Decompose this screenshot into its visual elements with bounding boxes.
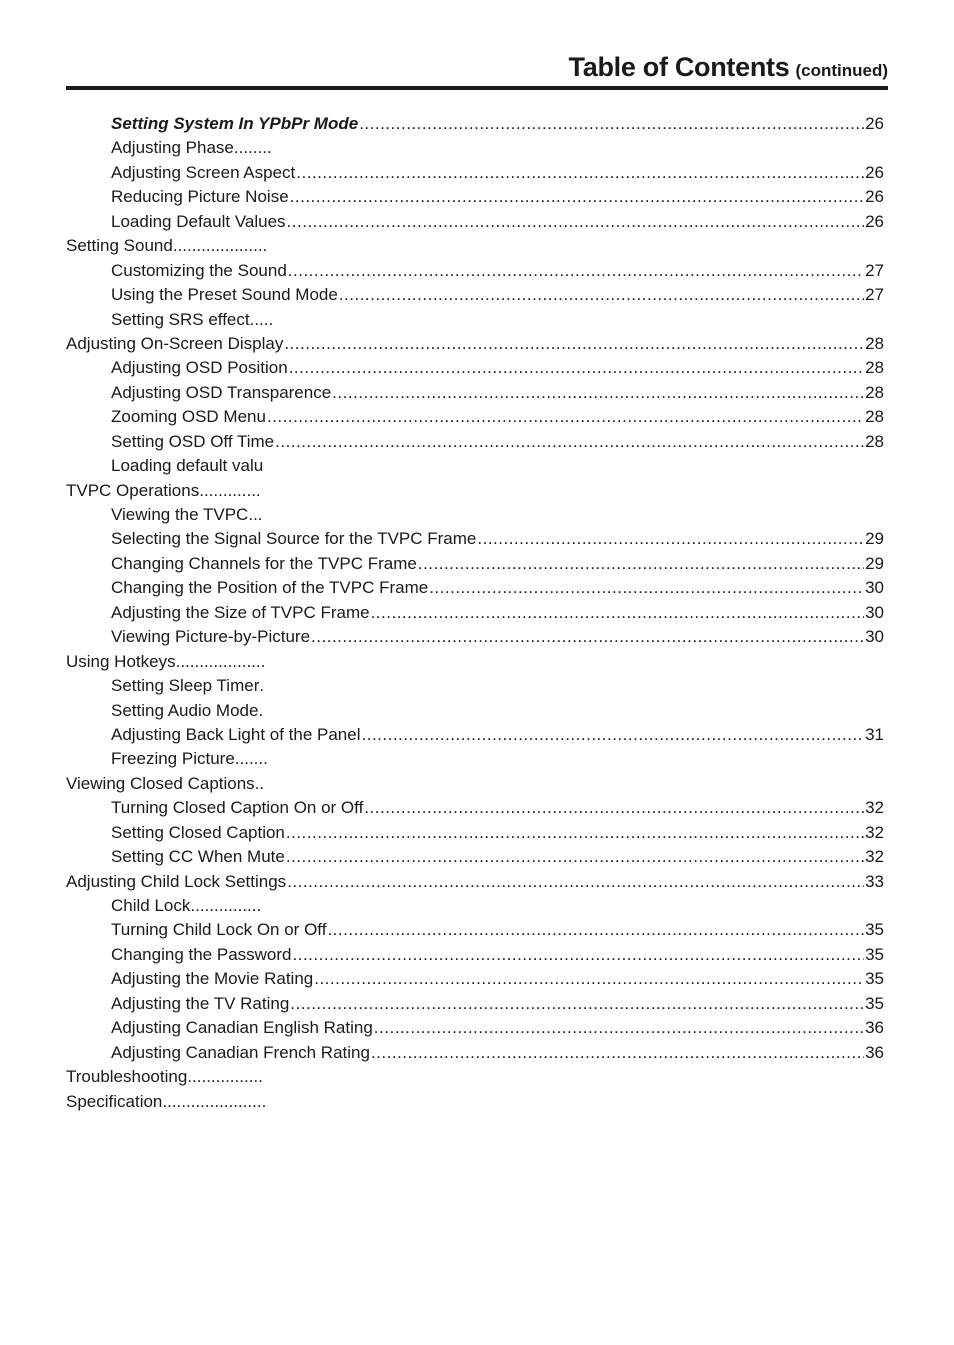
toc-entry[interactable]	[66, 552, 884, 576]
dot-leader	[293, 943, 865, 967]
dot-leader	[286, 845, 864, 869]
dot-leader	[290, 185, 864, 209]
toc-entry[interactable]	[66, 918, 884, 942]
toc-entry-label: Freezing Picture	[111, 749, 235, 769]
dot-leader	[332, 381, 864, 405]
toc-entry[interactable]	[66, 405, 884, 429]
page-subtitle: (continued)	[795, 61, 888, 80]
toc-entry-label: Adjusting Screen Aspect	[111, 162, 296, 182]
dot-leader	[267, 405, 864, 429]
toc-entry[interactable]	[66, 161, 884, 185]
toc-entry-page: 28	[865, 407, 884, 427]
dot-leader	[362, 723, 865, 747]
dot-leader	[429, 576, 864, 600]
toc-entry[interactable]	[66, 308, 884, 332]
toc-entry[interactable]	[66, 234, 884, 258]
toc-entry[interactable]	[66, 1041, 884, 1065]
toc-entry[interactable]	[66, 332, 884, 356]
toc-entry-page: 35	[865, 944, 884, 964]
toc-entry[interactable]	[66, 356, 884, 380]
toc-entry-page: 27	[865, 260, 884, 280]
toc-entry[interactable]	[66, 674, 884, 698]
dot-leader-short: ..	[254, 773, 265, 793]
toc-entry[interactable]	[66, 136, 884, 160]
toc-entry-label: Adjusting Child Lock Settings	[66, 871, 287, 891]
dot-leader-short: ....................	[172, 236, 268, 256]
toc-entry-page: 31	[865, 724, 884, 744]
toc-entry-label: Adjusting Phase	[111, 138, 234, 158]
dot-leader	[289, 356, 864, 380]
toc-entry-label: Setting Sleep Timer	[111, 676, 260, 696]
toc-entry-label: Adjusting the Size of TVPC Frame	[111, 602, 370, 622]
dot-leader	[286, 821, 864, 845]
toc-entry-label: Setting Sound	[66, 236, 173, 256]
toc-entry-label: Customizing the Sound	[111, 260, 287, 280]
dot-leader	[374, 1016, 864, 1040]
toc-entry-label: Adjusting the TV Rating	[111, 993, 290, 1013]
toc-entry[interactable]	[66, 796, 884, 820]
dot-leader	[287, 210, 865, 234]
toc-entry-label: Turning Closed Caption On or Off	[111, 798, 364, 818]
toc-entry-page: 33	[865, 871, 884, 891]
dot-leader	[314, 967, 864, 991]
dot-leader-short: ...................	[175, 651, 266, 671]
dot-leader-short: .............	[199, 480, 261, 500]
dot-leader-short: .......	[234, 749, 268, 769]
dot-leader	[371, 601, 865, 625]
toc-entry-label: Setting SRS effect	[111, 309, 250, 329]
dot-leader-short: ...	[248, 505, 263, 524]
toc-entry-page: 36	[865, 1042, 884, 1062]
toc-entry[interactable]	[66, 601, 884, 625]
toc-entry[interactable]	[66, 576, 884, 600]
toc-entry[interactable]	[66, 723, 884, 747]
toc-entry-page: 35	[865, 920, 884, 940]
toc-entry[interactable]	[66, 283, 884, 307]
toc-entry[interactable]	[66, 454, 884, 478]
toc-entry-label: Adjusting OSD Position	[111, 358, 288, 378]
toc-entry-label: Adjusting the Movie Rating	[111, 969, 314, 989]
dot-leader	[275, 430, 864, 454]
toc-entry-page: 36	[865, 1018, 884, 1038]
toc-entry-page: 27	[865, 285, 884, 305]
toc-entry-label: Selecting the Signal Source for the TVPC Frame	[111, 529, 477, 549]
toc-entry[interactable]	[66, 527, 884, 551]
toc-entry-page: 32	[865, 822, 884, 842]
toc-list	[66, 112, 884, 1114]
toc-entry-page: 30	[865, 627, 884, 647]
toc-entry-label: Changing Channels for the TVPC Frame	[111, 553, 417, 573]
toc-entry-label: Child Lock	[111, 896, 191, 915]
toc-entry-page: 28	[865, 382, 884, 402]
dot-leader-short: .	[258, 700, 264, 720]
toc-entry[interactable]	[66, 210, 884, 234]
page-header	[66, 46, 888, 88]
dot-leader	[359, 112, 864, 136]
dot-leader	[311, 625, 864, 649]
toc-entry-label: Troubleshooting	[66, 1067, 188, 1087]
toc-entry[interactable]	[66, 943, 884, 967]
dot-leader	[371, 1041, 864, 1065]
toc-entry-page: 26	[865, 114, 884, 133]
dot-leader	[339, 283, 864, 307]
toc-entry-label: Setting Closed Caption	[111, 822, 285, 842]
toc-entry-page: 35	[865, 969, 884, 989]
dot-leader	[327, 918, 864, 942]
dot-leader	[477, 527, 864, 551]
dot-leader	[287, 870, 864, 894]
toc-entry[interactable]	[66, 1065, 884, 1089]
toc-entry-label: Adjusting Canadian French Rating	[111, 1042, 370, 1062]
toc-entry[interactable]	[66, 503, 884, 527]
toc-entry[interactable]	[66, 650, 884, 674]
toc-entry-label: Reducing Picture Noise	[111, 187, 289, 207]
toc-entry-page: 32	[865, 847, 884, 867]
toc-entry-label: Using the Preset Sound Mode	[111, 285, 338, 305]
toc-entry-label: Adjusting Back Light of the Panel	[111, 724, 361, 744]
toc-entry-page: 28	[865, 431, 884, 451]
dot-leader	[284, 332, 864, 356]
dot-leader	[296, 161, 864, 185]
toc-entry-label: Loading default valu	[111, 456, 264, 476]
toc-entry[interactable]	[66, 479, 884, 503]
toc-entry-page: 29	[865, 529, 884, 549]
toc-entry-page: 32	[865, 798, 884, 818]
toc-entry[interactable]	[66, 1090, 884, 1114]
toc-entry-label: Viewing Closed Captions	[66, 773, 255, 793]
toc-entry-label: Changing the Position of the TVPC Frame	[111, 578, 429, 598]
toc-entry[interactable]	[66, 894, 884, 918]
toc-entry-label: Setting OSD Off Time	[111, 431, 275, 451]
toc-entry-page: 35	[865, 993, 884, 1013]
header-rule	[66, 86, 888, 90]
dot-leader-short: .....	[249, 309, 274, 329]
toc-entry[interactable]	[66, 1016, 884, 1040]
toc-entry-label: Adjusting Canadian English Rating	[111, 1018, 373, 1038]
toc-entry[interactable]	[66, 845, 884, 869]
toc-entry[interactable]	[66, 430, 884, 454]
dot-leader-short: .	[259, 676, 265, 696]
dot-leader	[418, 552, 864, 576]
toc-entry-label: Viewing Picture-by-Picture	[111, 627, 311, 647]
toc-entry-page: 26	[865, 211, 884, 231]
toc-entry-label: Setting System In YPbPr Mode	[111, 114, 359, 133]
toc-entry-page: 30	[865, 578, 884, 598]
toc-entry-page: 26	[865, 162, 884, 182]
toc-entry-label: Setting Audio Mode	[111, 700, 259, 720]
toc-entry-page: 28	[865, 333, 884, 353]
dot-leader-short: ......................	[162, 1091, 267, 1111]
toc-entry-label: Viewing the TVPC	[111, 505, 249, 524]
toc-entry-label: Adjusting OSD Transparence	[111, 382, 332, 402]
dot-leader	[364, 796, 864, 820]
toc-entry-label: Setting CC When Mute	[111, 847, 285, 867]
toc-entry-label: TVPC Operations	[66, 480, 200, 500]
toc-entry-label: Loading Default Values	[111, 211, 286, 231]
toc-entry-label: Turning Child Lock On or Off	[111, 920, 327, 940]
toc-entry-label: Specification	[66, 1091, 163, 1111]
toc-entry[interactable]	[66, 381, 884, 405]
toc-entry-page: 28	[865, 358, 884, 378]
toc-entry-page: 30	[865, 602, 884, 622]
toc-entry[interactable]	[66, 870, 884, 894]
toc-entry[interactable]	[66, 772, 884, 796]
toc-entry-label: Adjusting On-Screen Display	[66, 333, 284, 353]
dot-leader	[288, 259, 864, 283]
page-title: Table of Contents	[568, 52, 790, 82]
toc-entry-label: Using Hotkeys	[66, 651, 176, 671]
toc-entry-page: 26	[865, 187, 884, 207]
toc-entry[interactable]	[66, 967, 884, 991]
toc-entry[interactable]	[66, 747, 884, 771]
toc-entry[interactable]	[66, 821, 884, 845]
toc-entry[interactable]	[66, 112, 884, 136]
toc-entry-label: Changing the Password	[111, 944, 292, 964]
toc-entry[interactable]	[66, 699, 884, 723]
toc-entry[interactable]	[66, 992, 884, 1016]
toc-entry[interactable]	[66, 259, 884, 283]
toc-entry-label: Zooming OSD Menu	[111, 407, 266, 427]
dot-leader-short: ...............	[190, 896, 262, 915]
toc-entry-page: 29	[865, 553, 884, 573]
dot-leader	[290, 992, 864, 1016]
toc-entry[interactable]	[66, 185, 884, 209]
dot-leader-short: ................	[187, 1067, 263, 1087]
dot-leader-short: ........	[233, 138, 272, 158]
toc-entry[interactable]	[66, 625, 884, 649]
